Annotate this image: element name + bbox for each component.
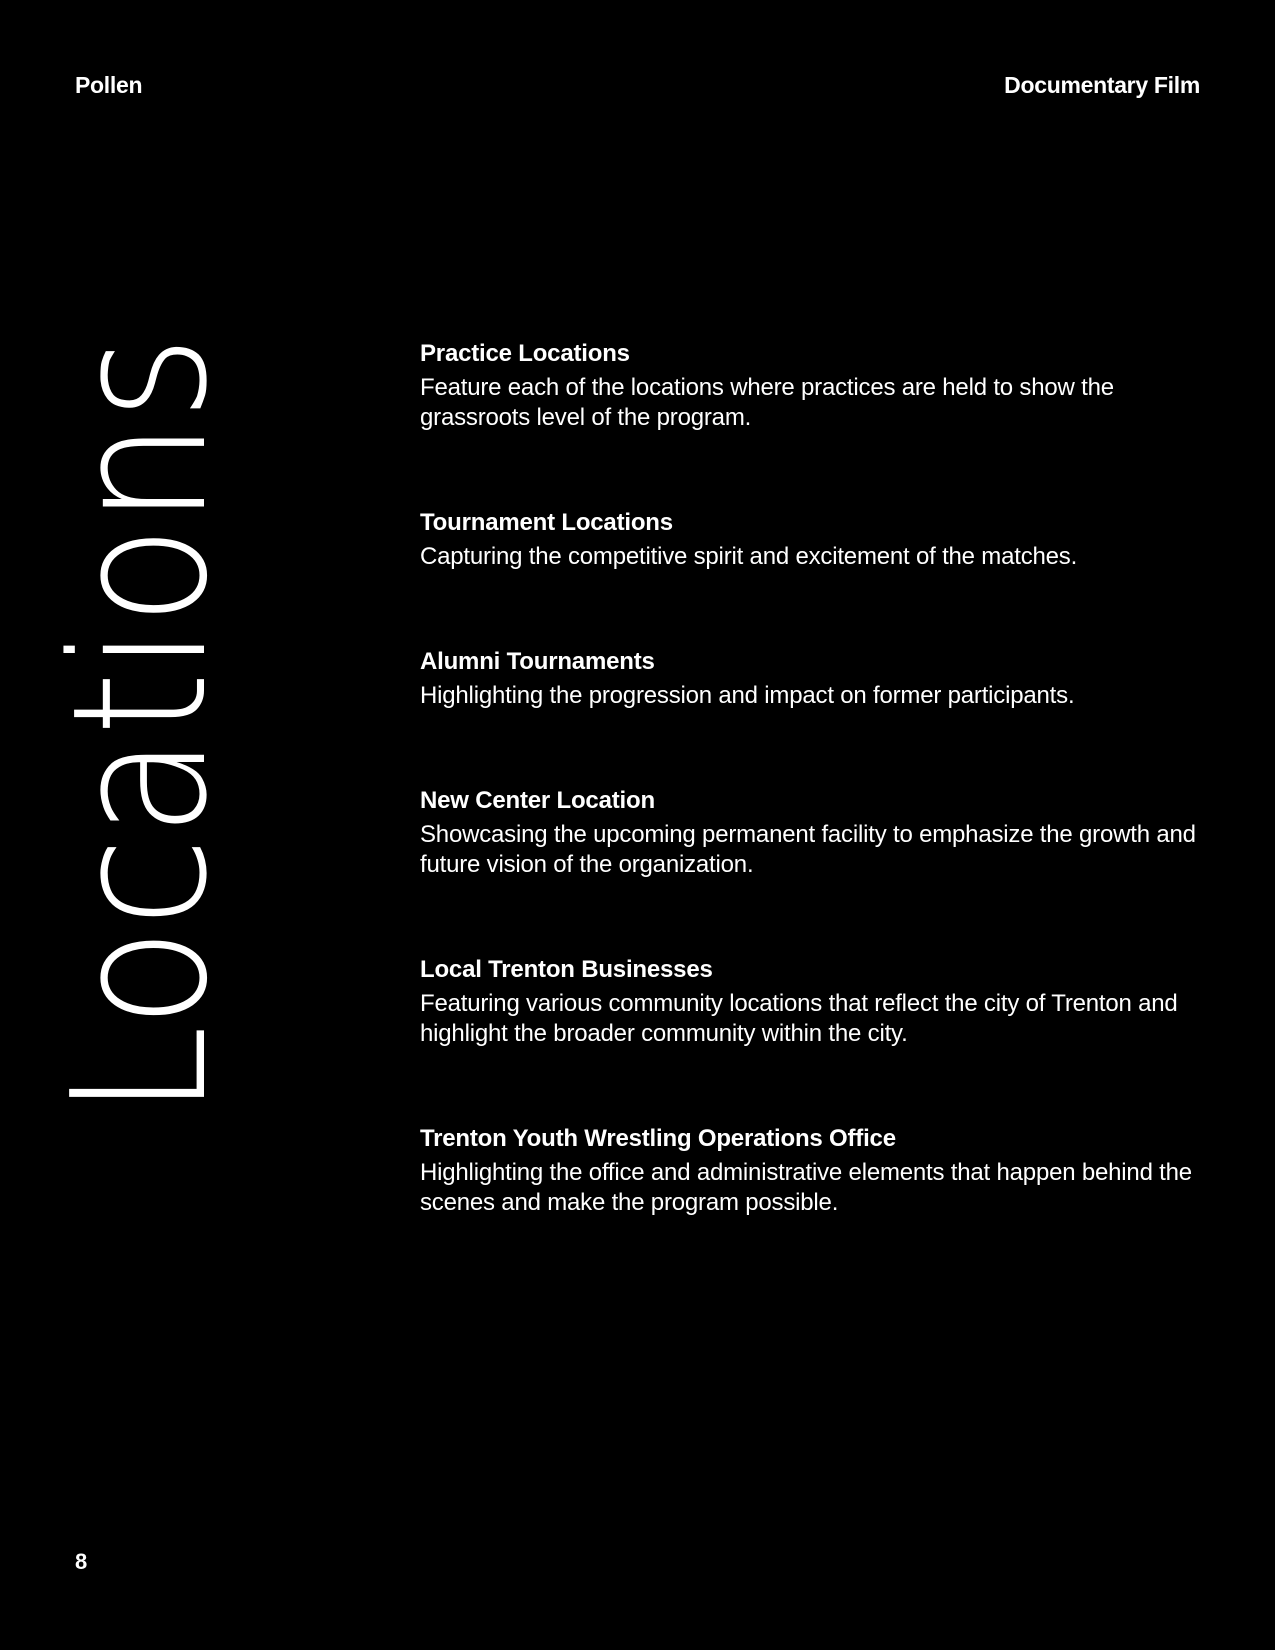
location-item-practice [420,338,1210,433]
location-title: Alumni Tournaments [420,648,655,675]
vertical-page-title-text: Locations [32,238,248,1117]
location-description: Highlighting the office and administrative elements that happen behind the scenes and make the program possible. [420,1159,1192,1216]
location-title: Local Trenton Businesses [420,956,713,983]
location-description: Feature each of the locations where practices are held to show the grassroots level of the program. [420,374,1114,431]
location-item-new-center [420,785,1210,880]
location-item-alumni [420,646,1210,711]
header-brand: Pollen [75,72,143,98]
location-item-local-businesses [420,954,1210,1049]
location-description: Highlighting the progression and impact on former participants. [420,682,1075,709]
location-description: Showcasing the upcoming permanent facility to emphasize the growth and future vision of the organization. [420,821,1196,878]
vertical-page-title [32,238,248,1117]
location-title: Practice Locations [420,340,630,367]
page-number: 8 [75,1549,88,1574]
location-title: Trenton Youth Wrestling Operations Office [420,1125,896,1152]
header-document-type: Documentary Film [1004,72,1200,98]
location-title: New Center Location [420,787,655,814]
location-item-operations-office [420,1123,1210,1218]
location-description: Featuring various community locations that reflect the city of Trenton and highlight the broader community within the city. [420,990,1178,1047]
location-description: Capturing the competitive spirit and excitement of the matches. [420,543,1078,570]
location-title: Tournament Locations [420,509,673,536]
location-item-tournament [420,507,1210,572]
